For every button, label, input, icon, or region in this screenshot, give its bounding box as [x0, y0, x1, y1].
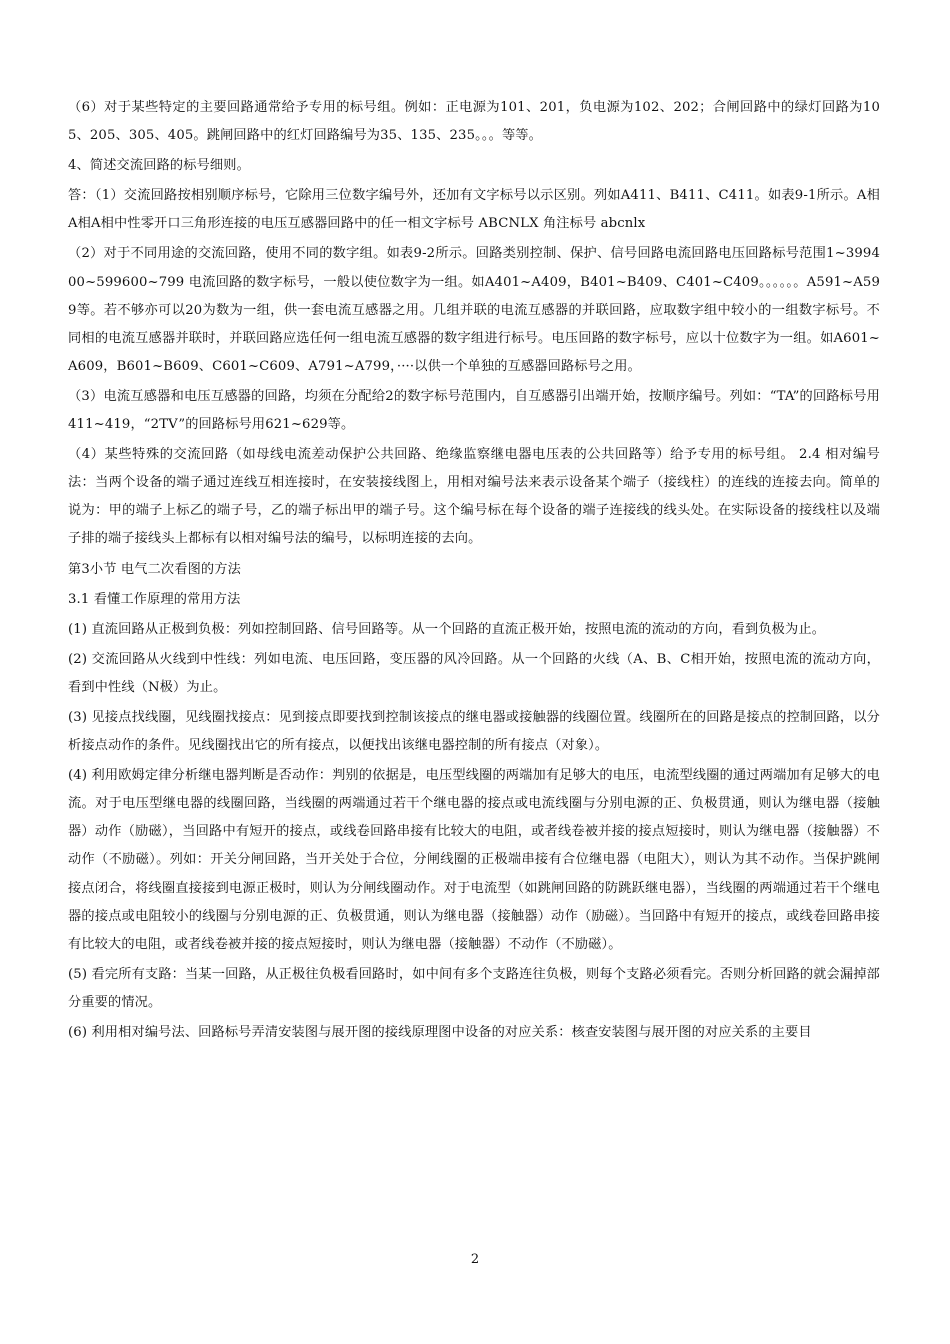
method-item-3: (3) 见接点找线圈，见线圈找接点：见到接点即要找到控制该接点的继电器或接触器的线圈位置。线圈所在的回路是接点的控制回路，以分析接点动作的条件。见线圈找出它的所有接点，以便找出该继电器控制的所有接点（对象）。	[68, 709, 880, 754]
paragraph-transformer-circuits: （3）电流互感器和电压互感器的回路，均须在分配给2的数字标号范围内，自互感器引出端开始，按顺序编号。列如：“TA”的回路标号用411~419，“2TV”的回路标号用621~629等。	[68, 388, 880, 433]
method-item-6: (6) 利用相对编号法、回路标号弄清安装图与展开图的接线原理图中设备的对应关系：核查安装图与展开图的对应关系的主要目	[68, 1025, 812, 1040]
page-number: 2	[470, 1252, 480, 1267]
section-heading: 第3小节 电气二次看图的方法	[68, 561, 241, 577]
question-ac-circuit-labeling: 4、简述交流回路的标号细则。	[68, 158, 250, 174]
method-item-5: (5) 看完所有支路：当某一回路，从正极往负极看回路时，如中间有多个支路连往负极，则每个支路必须看完。否则分析回路的就会漏掉部分重要的情况。	[68, 966, 880, 1010]
paragraph-relative-numbering: （4）某些特殊的交流回路（如母线电流差动保护公共回路、绝缘监察继电器电压表的公共回路等）给予专用的标号组。 2.4 相对编号法：当两个设备的端子通过连线互相连接时，在安装接线图上，用相对编号法来表示设备某个端子（接线柱）的连线的连接去向。简单的说为：甲的端子上标乙的端子号，乙的端子标出甲的端子号。这个编号标在每个设备的端子连接线的线头处。在实际设备的接线柱以及端子排的端子接线头上都标有以相对编号法的编号，以标明连接的去向。	[68, 447, 880, 547]
method-item-4: (4) 利用欧姆定律分析继电器判断是否动作：判别的依据是，电压型线圈的两端加有足够大的电压，电流型线圈的通过两端加有足够大的电流。对于电压型继电器的线圈回路，当线圈的两端通过若干个继电器的接点或电流线圈与分别电源的正、负极贯通，则认为继电器（接触器）动作（励磁），当回路中有短开的接点，或线卷回路串接有比较大的电阻，或者线卷被并接的接点短接时，则认为继电器（接触器）不动作（不励磁）。列如：开关分闸回路，当开关处于合位，分闸线圈的正极端串接有合位继电器（电阻大），则认为其不动作。当保护跳闸接点闭合，将线圈直接接到电源正极时，则认为分闸线圈动作。对于电流型（如跳闸回路的防跳跃继电器），当线圈的两端通过若干个继电器的接点或电阻较小的线圈与分别电源的正、负极贯通，则认为继电器（接触器）动作（励磁）。当回路中有短开的接点，或线卷回路串接有比较大的电阻，或者线卷被并接的接点短接时，则认为继电器（接触器）不动作（不励磁）。	[68, 768, 880, 952]
subsection-heading: 3.1 看懂工作原理的常用方法	[68, 591, 241, 607]
paragraph-number-groups: （2）对于不同用途的交流回路，使用不同的数字组。如表9-2所示。回路类别控制、保护、信号回路电流回路电压回路标号范围1~399400~599600~799 电流回路的数字标号，一般以使位数字为一组。如A401~A409，B401~B409、C401~C409。。。。。。A591~A599等。若不够亦可以20为数为一组，供一套电流互感器之用。几组并联的电流互感器的并联回路，应取数字组中较小的一组数字标号。不同相的电流互感器并联时，并联回路应选任何一组电流互感器的数字组进行标号。电压回路的数字标号，应以十位数字为一组。如A601~A609，B601~B609、C601~C609、A791~A799，····以供一个单独的互感器回路标号之用。	[68, 246, 880, 374]
document-body	[68, 94, 880, 1049]
paragraph-answer-phase-labeling: 答：（1）交流回路按相别顺序标号，它除用三位数字编号外，还加有文字标号以示区别。列如A411、B411、C411。如表9-1所示。A相A相A相中性零开口三角形连接的电压互感器回路中的任一相文字标号 ABCNLX 角注标号 abcnlx	[68, 188, 880, 232]
method-item-2: (2) 交流回路从火线到中性线：列如电流、电压回路，变压器的风冷回路。从一个回路的火线（A、B、C相开始，按照电流的流动方向，看到中性线（N极）为止。	[68, 651, 880, 695]
paragraph-special-circuit-labels: （6）对于某些特定的主要回路通常给予专用的标号组。例如：正电源为101、201，负电源为102、202；合闸回路中的绿灯回路为105、205、305、405。跳闸回路中的红灯回路编号为35、135、235。。。等等。	[68, 100, 880, 144]
method-item-1: (1) 直流回路从正极到负极：列如控制回路、信号回路等。从一个回路的直流正极开始，按照电流的流动的方向，看到负极为止。	[68, 621, 826, 637]
